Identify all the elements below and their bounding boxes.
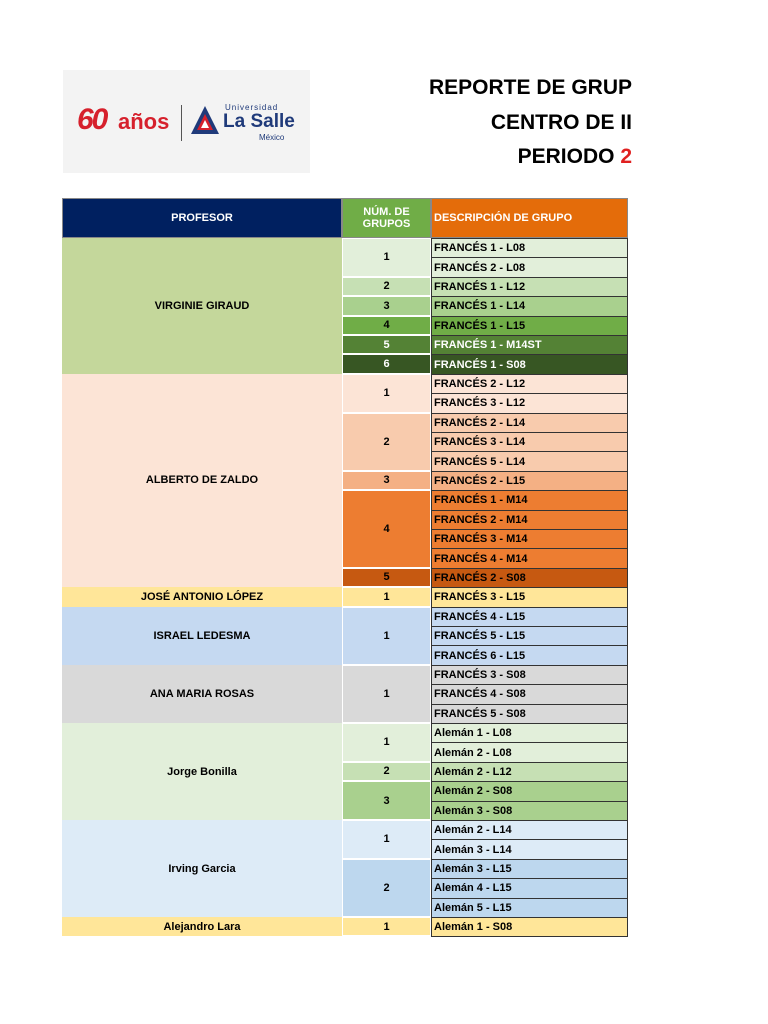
group-description-cell: FRANCÉS 1 - L15 [431,316,628,336]
group-description-cell: FRANCÉS 2 - L15 [431,471,628,491]
group-description-cell: Alemán 2 - L14 [431,820,628,840]
group-count-cell: 2 [342,277,431,296]
group-description-cell: FRANCÉS 2 - L14 [431,413,628,433]
group-description-cell: FRANCÉS 2 - L12 [431,374,628,394]
logo-years: 60 [77,103,107,136]
report-subtitle: CENTRO DE II [490,111,632,134]
group-description-cell: FRANCÉS 2 - S08 [431,568,628,588]
group-description-cell: FRANCÉS 6 - L15 [431,645,628,665]
logo-mexico: México [259,133,285,142]
group-description-cell: Alemán 1 - S08 [431,917,628,937]
logo [63,70,310,173]
group-description-cell: FRANCÉS 3 - M14 [431,529,628,549]
group-count-cell: 1 [342,917,431,936]
professor-cell: Jorge Bonilla [62,723,342,820]
logo-universidad: Universidad [225,103,279,112]
group-description-cell: FRANCÉS 1 - L12 [431,277,628,297]
group-description-cell: FRANCÉS 5 - S08 [431,704,628,724]
period-label: PERIODO [517,145,621,168]
group-description-cell: FRANCÉS 1 - L08 [431,238,628,258]
professor-cell: Alejandro Lara [62,917,342,936]
header-profesor: PROFESOR [62,198,342,238]
group-description-cell: FRANCÉS 5 - L14 [431,451,628,471]
professor-cell: JOSÉ ANTONIO LÓPEZ [62,587,342,606]
group-description-cell: FRANCÉS 4 - L15 [431,607,628,627]
logo-lasalle: La Salle [223,111,295,132]
group-count-cell: 2 [342,762,431,781]
group-description-cell: Alemán 1 - L08 [431,723,628,743]
group-count-cell: 3 [342,471,431,490]
group-description-cell: Alemán 2 - S08 [431,781,628,801]
professor-cell: VIRGINIE GIRAUD [62,238,342,374]
group-description-cell: FRANCÉS 3 - S08 [431,665,628,685]
group-description-cell: FRANCÉS 2 - M14 [431,510,628,530]
group-count-cell: 6 [342,354,431,373]
group-description-cell: FRANCÉS 1 - S08 [431,354,628,374]
report-period [518,145,632,169]
logo-anos: años [118,109,170,134]
group-count-cell: 1 [342,820,431,859]
group-description-cell: FRANCÉS 3 - L12 [431,393,628,413]
group-description-cell: Alemán 3 - S08 [431,801,628,821]
professor-cell: Irving Garcia [62,820,342,917]
group-description-cell: FRANCÉS 1 - M14ST [431,335,628,355]
professor-cell: ALBERTO DE ZALDO [62,374,342,587]
group-description-cell: FRANCÉS 5 - L15 [431,626,628,646]
group-count-cell: 1 [342,587,431,606]
group-description-cell: FRANCÉS 3 - L15 [431,587,628,607]
group-count-cell: 1 [342,607,431,665]
group-count-cell: 1 [342,723,431,762]
group-count-cell: 3 [342,781,431,820]
professor-cell: ISRAEL LEDESMA [62,607,342,665]
group-count-cell: 4 [342,316,431,335]
logo-divider [181,105,182,141]
group-count-cell: 2 [342,859,431,917]
header-descripcion: DESCRIPCIÓN DE GRUPO [431,198,628,238]
group-count-cell: 1 [342,374,431,413]
group-count-cell: 1 [342,665,431,723]
group-count-cell: 4 [342,490,431,568]
lasalle-star-icon [189,104,221,138]
group-description-cell: FRANCÉS 3 - L14 [431,432,628,452]
professor-cell: ANA MARIA ROSAS [62,665,342,723]
group-description-cell: FRANCÉS 4 - M14 [431,548,628,568]
group-description-cell: Alemán 3 - L14 [431,839,628,859]
group-description-cell: FRANCÉS 2 - L08 [431,257,628,277]
group-count-cell: 2 [342,413,431,471]
group-count-cell: 5 [342,568,431,587]
group-description-cell: Alemán 4 - L15 [431,878,628,898]
group-description-cell: Alemán 2 - L08 [431,742,628,762]
group-description-cell: Alemán 3 - L15 [431,859,628,879]
group-count-cell: 3 [342,296,431,315]
period-number: 2 [620,145,632,168]
report-title: REPORTE DE GRUP [428,76,632,99]
group-description-cell: FRANCÉS 1 - L14 [431,296,628,316]
header-num-grupos: NÚM. DE GRUPOS [342,198,431,238]
group-description-cell: Alemán 2 - L12 [431,762,628,782]
group-count-cell: 5 [342,335,431,354]
group-description-cell: Alemán 5 - L15 [431,898,628,918]
group-count-cell: 1 [342,238,431,277]
group-description-cell: FRANCÉS 4 - S08 [431,684,628,704]
group-description-cell: FRANCÉS 1 - M14 [431,490,628,510]
